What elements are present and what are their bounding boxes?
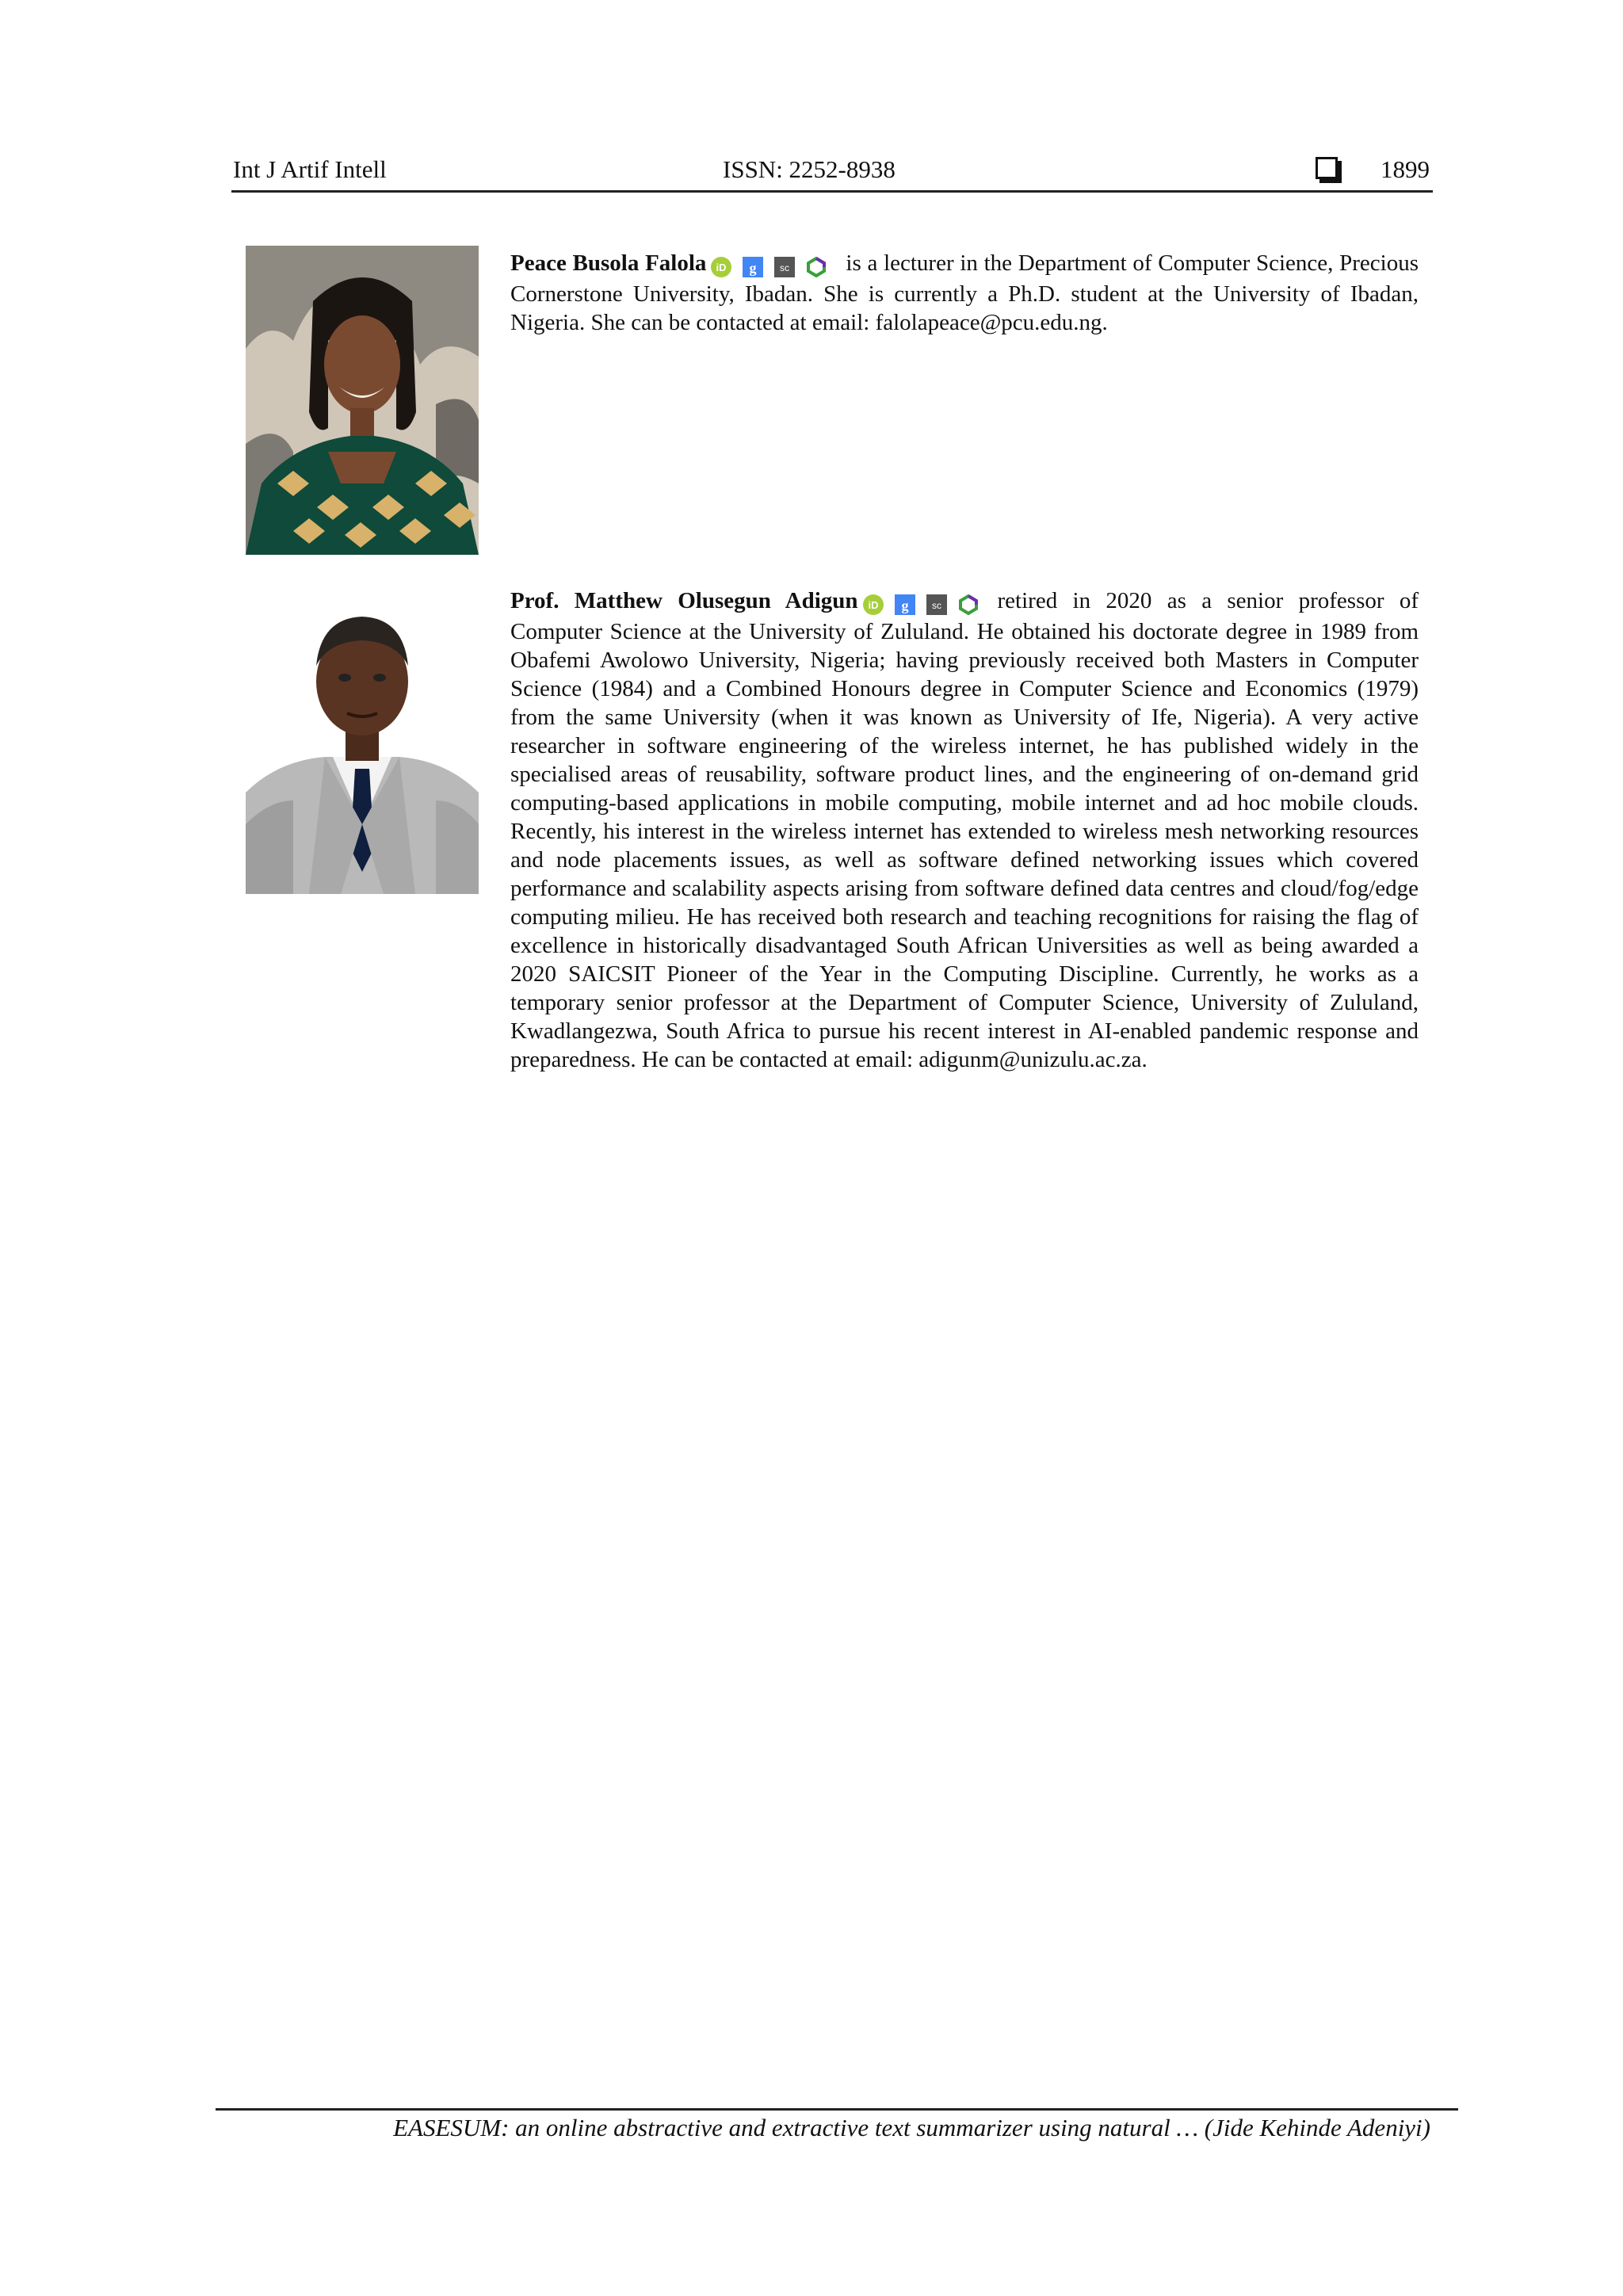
google-scholar-icon[interactable] (895, 594, 915, 615)
svg-text:sc: sc (780, 262, 790, 274)
issn: ISSN: 2252-8938 (723, 155, 896, 183)
svg-text:sc: sc (931, 600, 941, 612)
scopus-icon[interactable] (926, 594, 947, 615)
checkbox-icon (1316, 157, 1338, 179)
publons-icon[interactable] (958, 594, 979, 615)
profile-links (711, 251, 838, 280)
bio-text (510, 249, 1419, 337)
svg-text:iD: iD (716, 262, 727, 274)
svg-text:iD: iD (868, 599, 879, 612)
scopus-icon[interactable] (774, 257, 795, 277)
orcid-icon[interactable] (711, 257, 731, 277)
author-photo (246, 586, 479, 894)
bio-description: retired in 2020 as a senior professor of Computer Science at the University of Zululand. He obtained his doctorate degree in 1989 from Obafemi Awolowo University, Nigeria; having previously received both Masters in Computer Science (1984) and a Combined Honours degree in Computer Science and Economics (1979) from the same University (when it was known as University of Ife, Nigeria). A very active researcher in software engineering of the wireless internet, he has published widely in the specialised areas of reusability, software product lines, and the engineering of on-demand grid computing-based applications in mobile computing, mobile internet and ad hoc mobile clouds. Recently, his interest in the wireless internet has extended to wireless mesh networking resources and node placements issues, as well as software defined networking issues which covered performance and scalability aspects arising from software defined data centres and cloud/fog/edge computing milieu. He has received both research and teaching recognitions for raising the flag of excellence in historically disadvantaged South African Universities as well as being awarded a 2020 SAICSIT Pioneer of the Year in the Computing Discipline. Currently, he works as a temporary senior professor at the Department of Computer Science, University of Zululand, Kwadlangezwa, South Africa to pursue his recent interest in AI-enabled pandemic response and preparedness. He can be contacted at email: adigunm@unizulu.ac.za. (510, 588, 1419, 1072)
page-number: 1899 (1381, 155, 1430, 183)
journal-name: Int J Artif Intell (233, 155, 387, 183)
bio-description: is a lecturer in the Department of Computer Science, Precious Cornerstone University, Ibadan. She is currently a Ph.D. student at the University of Ibadan, Nigeria. She can be contacted at email: falolapeace@pcu.edu.ng. (510, 250, 1419, 335)
author-name: Peace Busola Falola (510, 250, 707, 276)
svg-text:g: g (901, 598, 909, 614)
publons-icon[interactable] (806, 257, 827, 277)
page-header (231, 155, 1433, 193)
svg-text:g: g (749, 260, 757, 277)
author-photo (246, 246, 479, 555)
running-title: EASESUM: an online abstractive and extractive text summarizer using natural … (Jide Kehinde Adeniyi) (393, 2114, 1430, 2141)
bio-text (510, 586, 1419, 1074)
orcid-icon[interactable] (863, 594, 884, 615)
google-scholar-icon[interactable] (743, 257, 763, 277)
profile-links (863, 589, 990, 617)
author-name: Prof. Matthew Olusegun Adigun (510, 588, 858, 613)
